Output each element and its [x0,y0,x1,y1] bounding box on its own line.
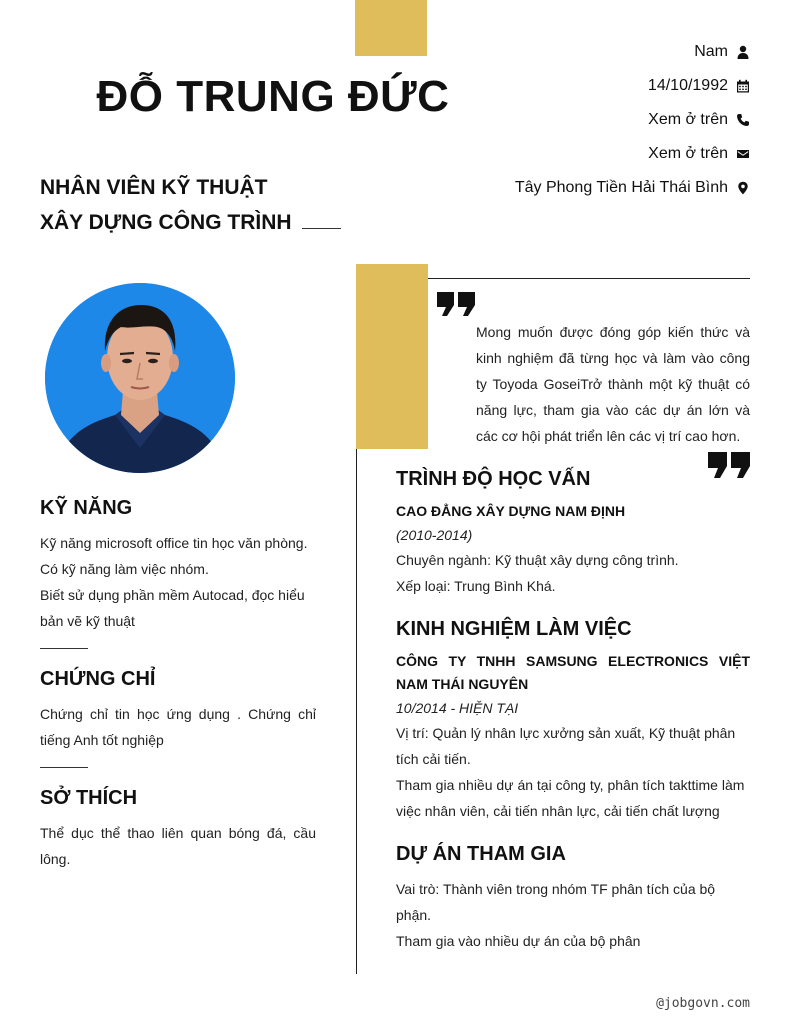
contact-gender-text: Nam [694,43,728,60]
quote-open-icon [437,292,475,316]
email-icon [736,147,750,161]
career-objective: Mong muốn được đóng góp kiến thức và kinh nghiệm đã từng học và làm vào công ty Toyoda GoseiTrở thành một kỹ thuật có năng lực, tham gia vào các dự án lớn và các cơ hội phát triển lên các vị trí cao hơn. [476,324,750,444]
contact-address-text: Tây Phong Tiền Hải Thái Bình [514,179,728,196]
skill-item: Kỹ năng microsoft office tin học văn phòng. [40,535,308,551]
column-divider [356,449,357,974]
contact-birthdate [648,75,750,97]
education-line: Chuyên ngành: Kỹ thuật xây dựng công trình. [396,552,679,568]
job-title-line-2: XÂY DỰNG CÔNG TRÌNH [40,211,292,234]
experience-heading: KINH NGHIỆM LÀM VIỆC [396,618,632,640]
phone-icon [736,113,750,127]
project-line: Tham gia vào nhiều dự án của bộ phân [396,933,641,949]
job-title-divider [302,228,341,229]
projects-heading: DỰ ÁN THAM GIA [396,843,566,865]
education-line: Xếp loại: Trung Bình Khá. [396,578,556,594]
job-title [40,170,292,240]
contact-gender [694,41,750,63]
certificates-heading: CHỨNG CHỈ [40,668,156,690]
certificates-divider [40,767,88,768]
experience-line: Vị trí: Quản lý nhân lực xưởng sản xuất, Kỹ thuật phân tích cải tiến. [396,725,736,767]
skill-item: Biết sử dụng phần mềm Autocad, đọc hiểu bản vẽ kỹ thuật [40,587,305,629]
contact-address [515,177,750,199]
education-school: CAO ĐẲNG XÂY DỰNG NAM ĐỊNH [396,503,626,519]
contact-email-text: Xem ở trên [648,145,728,162]
experience-line: Tham gia nhiều dự án tại công ty, phân tích takttime làm việc nhân viên, cải tiến nhân lực, cải tiến chất lượng [396,777,745,819]
profile-photo [45,283,235,473]
quote-close-icon [708,452,750,478]
job-title-line-1: NHÂN VIÊN KỸ THUẬT [40,176,268,199]
calendar-icon [736,79,750,93]
experience-period: 10/2014 - HIỆN TẠI [396,700,519,716]
skill-item: Có kỹ năng làm việc nhóm. [40,561,209,577]
contact-email [648,143,750,165]
projects-details [396,876,726,954]
contact-phone-text: Xem ở trên [648,111,728,128]
person-icon [736,45,750,59]
education-period: (2010-2014) [396,527,473,543]
footer-watermark: @jobgovn.com [656,996,750,1011]
skills-list [40,530,325,634]
experience-company: CÔNG TY TNHH SAMSUNG ELECTRONICS VIỆT NAM THÁI NGUYÊN [396,653,750,692]
education-details [396,547,750,599]
contact-phone [648,109,750,131]
experience-details [396,720,750,824]
quote-accent-block [356,264,428,449]
quote-top-rule [428,278,750,279]
candidate-name: ĐỖ TRUNG ĐỨC [96,72,450,121]
education-heading: TRÌNH ĐỘ HỌC VẤN [396,468,591,490]
hobbies-text: Thể dục thể thao liên quan bóng đá, cầu lông. [40,825,316,867]
location-pin-icon [736,181,750,195]
hobbies-heading: SỞ THÍCH [40,787,138,809]
project-line: Vai trò: Thành viên trong nhóm TF phân tích của bộ phận. [396,881,716,923]
certificates-text: Chứng chỉ tin học ứng dụng . Chứng chỉ tiếng Anh tốt nghiệp [40,706,316,748]
skills-divider [40,648,88,649]
contact-birthdate-text: 14/10/1992 [647,77,728,94]
skills-heading: KỸ NĂNG [40,497,133,519]
top-accent-block [355,0,427,56]
